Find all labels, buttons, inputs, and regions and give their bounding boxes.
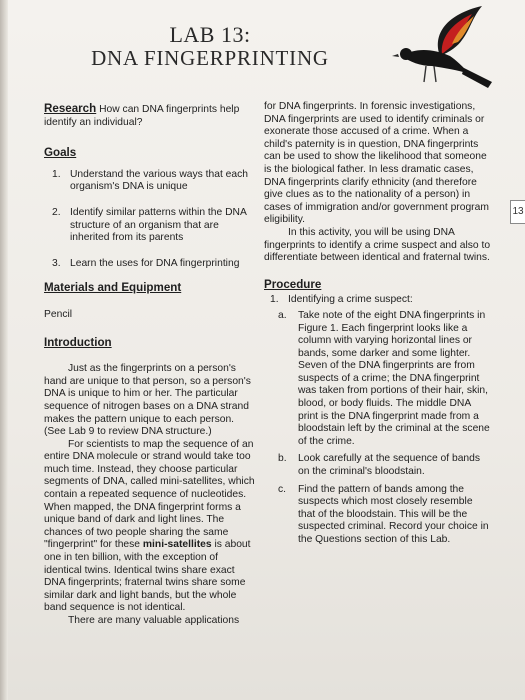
page-edge (0, 0, 8, 700)
procedure-substep: c. Find the pattern of bands among the suspects which most closely resemble that of the bloodstain. This will be the suspected criminal. Record your choice in the Questions section of this Lab. (278, 483, 489, 545)
procedure-step: 1. Identifying a crime suspect: (270, 294, 413, 306)
goals-heading: Goals (44, 146, 77, 160)
mini-satellites-term: mini-satellites (142, 539, 212, 551)
chapter-tab: 13 (510, 200, 525, 224)
research-question: How can DNA fingerprints help identify an individual? (44, 104, 240, 128)
research-heading: Research (44, 102, 97, 115)
bird-illustration-icon (392, 4, 502, 96)
introduction-heading: Introduction (44, 335, 112, 349)
goal-item: 3. Learn the uses for DNA fingerprinting (52, 257, 240, 269)
intro-paragraph: There are many valuable applications (68, 615, 240, 626)
goals-list (44, 169, 256, 271)
intro-paragraph: Just as the fingerprints on a person's hand are unique to that person, so a person's DNA is unique to him or her. The particular sequence of nitrogen bases on a DNA strand makes the pattern unique to each person. (See Lab 9 to review DNA structure.) (44, 363, 251, 438)
procedure-substep: a. Take note of the eight DNA fingerprints in Figure 1. Each fingerprint looks like a column with varying horizontal lines or bands, some darker and some lighter. Seven of the DNA fingerprints are from suspects of a crime; the DNA fingerprint was taken from portions of their hair, skin, blood, or body fluids. The middle DNA print is the DNA fingerprint made from a bloodstain left by the criminal at the scene of the crime. (278, 309, 490, 447)
lab-number-title: LAB 13: (169, 22, 251, 47)
left-column (44, 103, 256, 628)
intro-paragraph: For scientists to map the sequence of an entire DNA molecule or strand would take too much time. Instead, they choose particular segments of DNA, called mini-satellites, which contain a repeated sequence of nucleotides. When mapped, the DNA fingerprint forms a unique band of dark and light lines. The chances of two people sharing the same "fingerprint" for these mini-satellites is about one in ten billion, with the exception of identical twins. Identical twins share exact DNA fingerprints; fraternal twins share some similar dark and light bands, but the whole band sequence is not identical. (44, 438, 255, 614)
right-column (264, 101, 492, 547)
goal-item: 1. Understand the various ways that each organism's DNA is unique (52, 168, 249, 193)
materials-heading: Materials and Equipment (44, 281, 182, 295)
procedure-heading: Procedure (264, 277, 322, 291)
goal-item: 2. Identify similar patterns within the DNA structure of an organism that are inherited from its parents (52, 206, 247, 244)
lab-title: DNA FINGERPRINTING (91, 46, 329, 70)
activity-paragraph: In this activity, you will be using DNA fingerprints to identify a crime suspect and also to differentiate between identical and fraternal twins. (264, 226, 491, 264)
research-section (44, 103, 256, 129)
procedure-substep: b. Look carefully at the sequence of bands on the criminal's bloodstain. (278, 453, 481, 478)
material-item: Pencil (44, 308, 73, 320)
intro-continued-paragraph: for DNA fingerprints. In forensic investigations, DNA fingerprints are used to identify criminals or exonerate those accused of a crime. When a child's paternity is in question, DNA fingerprints can be used to show the likelihood that someone is the biological father. In less dramatic cases, DNA fingerprints clarify ethnicity (and therefore give clues as to the nationality of a person) in cases of immigration and/or government program eligibility. (264, 101, 489, 226)
